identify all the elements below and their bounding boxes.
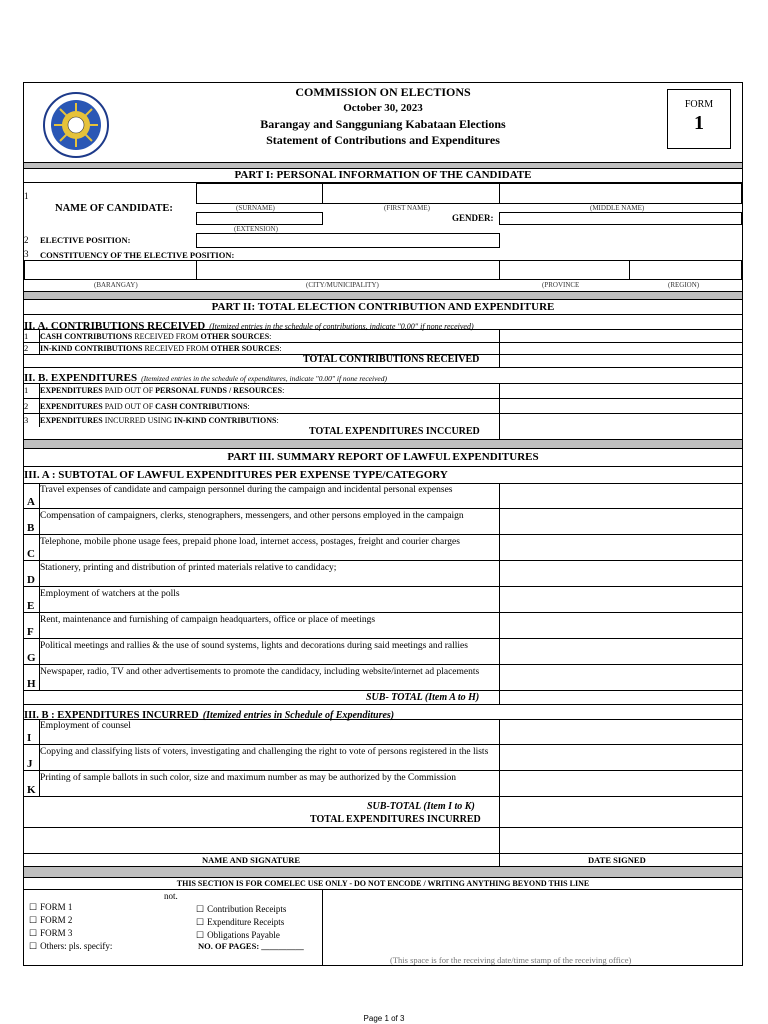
name-of-candidate-label: NAME OF CANDIDATE: xyxy=(55,203,173,214)
expense-letter: G xyxy=(27,652,36,664)
election-name: Barangay and Sangguniang Kabataan Elections xyxy=(260,117,506,131)
comelec-checkbox-item[interactable] xyxy=(29,915,72,926)
checkbox-label: Obligations Payable xyxy=(207,930,280,940)
part3-spacer xyxy=(24,439,742,449)
amount-field[interactable] xyxy=(499,771,743,796)
page-footer: Page 1 of 3 xyxy=(363,1014,405,1023)
form-number: 1 xyxy=(694,112,704,134)
subtotal-b-label: SUB-TOTAL (Item I to K) xyxy=(367,801,475,812)
expense-description: Compensation of campaigners, clerks, stenographers, messengers, and other persons employed in the campaign xyxy=(40,511,464,521)
not-text: not. xyxy=(164,891,178,901)
item-number: 2 xyxy=(24,235,29,245)
form-number-box xyxy=(667,89,731,149)
amount-field[interactable] xyxy=(499,561,743,586)
election-date: October 30, 2023 xyxy=(343,102,423,114)
expense-letter: B xyxy=(27,522,35,534)
personal-funds-label: EXPENDITURES PAID OUT OF PERSONAL FUNDS / RESOURCES: xyxy=(40,386,285,395)
expense-row xyxy=(24,665,742,691)
part3b-title: III. B : EXPENDITURES INCURRED xyxy=(24,710,199,721)
checkbox-icon: ☐ xyxy=(196,917,205,927)
subtotal-a-label: SUB- TOTAL (Item A to H) xyxy=(366,692,480,703)
amount-field[interactable] xyxy=(499,535,743,560)
item-number: 3 xyxy=(24,415,29,425)
expense-row xyxy=(24,639,742,665)
expense-description: Copying and classifying lists of voters, investigating and challenging the right to vote of persons registered in the lists xyxy=(40,747,489,757)
stamp-note: (This space is for the receiving date/time stamp of the receiving office) xyxy=(390,955,632,965)
expense-row xyxy=(24,719,742,745)
expense-row xyxy=(24,771,742,797)
item-number: 3 xyxy=(24,249,29,259)
checkbox-icon: ☐ xyxy=(29,928,38,938)
extension-caption: (EXTENSION) xyxy=(234,225,278,233)
surname-field[interactable] xyxy=(196,183,323,204)
amount-field[interactable] xyxy=(499,613,743,638)
part2-spacer xyxy=(24,291,742,300)
expense-description: Printing of sample ballots in such color, size and maximum number as may be authorized by the Commission xyxy=(40,773,456,783)
constituency-label: CONSTITUENCY OF THE ELECTIVE POSITION: xyxy=(40,250,235,260)
part3a-title: III. A : SUBTOTAL OF LAWFUL EXPENDITURES PER EXPENSE TYPE/CATEGORY xyxy=(24,469,448,481)
part3-title: PART III. SUMMARY REPORT OF LAWFUL EXPENDITURES xyxy=(227,451,539,463)
total-expenditures-incurred-label: TOTAL EXPENDITURES INCURRED xyxy=(310,814,481,825)
part2-title: PART II: TOTAL ELECTION CONTRIBUTION AND EXPENDITURE xyxy=(211,301,555,313)
extension-field[interactable] xyxy=(196,212,323,225)
total-contributions-label: TOTAL CONTRIBUTIONS RECEIVED xyxy=(303,354,480,365)
checkbox-label: FORM 2 xyxy=(40,915,73,925)
comelec-checkbox-item[interactable] xyxy=(196,917,284,928)
comelec-spacer xyxy=(24,866,742,878)
amount-field[interactable] xyxy=(499,639,743,664)
expense-letter: K xyxy=(27,784,36,796)
no-of-pages-label: NO. OF PAGES: __________ xyxy=(198,941,304,951)
expense-description: Employment of watchers at the polls xyxy=(40,589,180,599)
amount-field[interactable] xyxy=(499,745,743,770)
middle-name-caption: (MIDDLE NAME) xyxy=(590,204,645,212)
item-number: 2 xyxy=(24,343,29,353)
expense-row xyxy=(24,587,742,613)
election-form xyxy=(23,82,743,966)
expense-row xyxy=(24,745,742,771)
expense-description: Stationery, printing and distribution of printed materials relative to candidacy; xyxy=(40,563,337,573)
barangay-caption: (BARANGAY) xyxy=(94,281,138,289)
comelec-checkbox-item[interactable] xyxy=(196,930,280,941)
expense-letter: H xyxy=(27,678,36,690)
amount-field[interactable] xyxy=(499,509,743,534)
form-label: FORM xyxy=(684,99,714,110)
comelec-checkbox-item[interactable] xyxy=(196,904,286,915)
province-field[interactable] xyxy=(499,260,630,280)
comelec-checkbox-item[interactable] xyxy=(29,928,72,939)
checkbox-icon: ☐ xyxy=(29,915,38,925)
comelec-section-title: THIS SECTION IS FOR COMELEC USE ONLY - DO NOT ENCODE / WRITING ANYTHING BEYOND THIS LINE xyxy=(176,879,590,888)
barangay-field[interactable] xyxy=(24,260,197,280)
surname-caption: (SURNAME) xyxy=(236,204,275,212)
elective-position-field[interactable] xyxy=(196,233,500,248)
org-title: COMMISSION ON ELECTIONS xyxy=(295,85,471,99)
first-name-field[interactable] xyxy=(322,183,500,204)
checkbox-label: Expenditure Receipts xyxy=(207,917,285,927)
checkbox-icon: ☐ xyxy=(196,930,205,940)
expense-row xyxy=(24,509,742,535)
cash-expenditures-label: EXPENDITURES PAID OUT OF CASH CONTRIBUTIONS: xyxy=(40,402,250,411)
city-caption: (CITY/MUNICIPALITY) xyxy=(306,281,379,289)
expense-description: Political meetings and rallies & the use of sound systems, lights and decorations during said meetings and rallies xyxy=(40,641,468,651)
item-number: 1 xyxy=(24,331,29,341)
checkbox-icon: ☐ xyxy=(196,904,205,914)
statement-title: Statement of Contributions and Expenditures xyxy=(266,133,500,147)
checkbox-label: FORM 1 xyxy=(40,902,73,912)
checkbox-label: FORM 3 xyxy=(40,928,73,938)
amount-field[interactable] xyxy=(499,719,743,744)
elective-position-label: ELECTIVE POSITION: xyxy=(40,235,131,245)
item-number: 1 xyxy=(24,385,29,395)
first-name-caption: (FIRST NAME) xyxy=(384,204,430,212)
checkbox-label: Contribution Receipts xyxy=(207,904,287,914)
expense-letter: A xyxy=(27,496,35,508)
contributions-title: II. A. CONTRIBUTIONS RECEIVED xyxy=(24,320,206,332)
part3b-note: (Itemized entries in Schedule of Expenditures) xyxy=(202,710,395,721)
gender-field[interactable] xyxy=(499,212,742,225)
expense-description: Rent, maintenance and furnishing of campaign headquarters, office or place of meetings xyxy=(40,615,376,625)
checkbox-label: Others: pls. specify: xyxy=(40,941,113,951)
expense-description: Telephone, mobile phone usage fees, prepaid phone load, internet access, postages, freight and courier charges xyxy=(40,537,460,547)
amount-field[interactable] xyxy=(499,587,743,612)
cash-contributions-label: CASH CONTRIBUTIONS RECEIVED FROM OTHER SOURCES: xyxy=(40,332,272,341)
expense-row xyxy=(24,535,742,561)
subtotal-a-field[interactable] xyxy=(499,691,743,704)
contributions-note: (Itemized entries in the schedule of contributions, indicate "0.00" if none received) xyxy=(209,322,474,331)
expense-row xyxy=(24,561,742,587)
middle-name-field[interactable] xyxy=(499,183,742,204)
expense-description: Employment of counsel xyxy=(40,721,131,731)
expense-row xyxy=(24,613,742,639)
amount-field[interactable] xyxy=(499,483,743,508)
region-field[interactable] xyxy=(629,260,742,280)
expense-letter: E xyxy=(27,600,35,612)
in-kind-expenditures-label: EXPENDITURES INCURRED USING IN-KIND CONTRIBUTIONS: xyxy=(40,416,279,425)
city-field[interactable] xyxy=(196,260,500,280)
item-number: 1 xyxy=(24,191,29,201)
expense-description: Newspaper, radio, TV and other advertisements to promote the candidacy, including website/internet ad placements xyxy=(40,667,480,677)
expense-row xyxy=(24,483,742,509)
region-caption: (REGION) xyxy=(668,281,700,289)
expense-letter: C xyxy=(27,548,35,560)
province-caption: (PROVINCE xyxy=(542,281,580,289)
date-signed-label: DATE SIGNED xyxy=(588,855,646,865)
part1-spacer xyxy=(24,162,742,169)
in-kind-contributions-label: IN-KIND CONTRIBUTIONS RECEIVED FROM OTHER SOURCES: xyxy=(40,344,282,353)
expense-description: Travel expenses of candidate and campaign personnel during the campaign and incidental personal expenses xyxy=(40,485,453,495)
expense-letter: I xyxy=(27,732,32,744)
expense-letter: D xyxy=(27,574,35,586)
part1-title: PART I: PERSONAL INFORMATION OF THE CANDIDATE xyxy=(234,169,532,181)
expense-letter: J xyxy=(27,758,33,770)
item-number: 2 xyxy=(24,401,29,411)
comelec-checkbox-item[interactable] xyxy=(29,902,72,913)
checkbox-icon: ☐ xyxy=(29,941,38,951)
total-expenditures-label: TOTAL EXPENDITURES INCCURED xyxy=(309,426,480,437)
comelec-checkbox-item[interactable] xyxy=(29,941,112,952)
gender-label: GENDER: xyxy=(452,213,494,223)
name-signature-label: NAME AND SIGNATURE xyxy=(202,855,301,865)
checkbox-icon: ☐ xyxy=(29,902,38,912)
amount-field[interactable] xyxy=(499,665,743,690)
expense-letter: F xyxy=(27,626,34,638)
expenditures-note: (Itemized entries in the schedule of expenditures, indicate "0.00" if none received) xyxy=(141,374,387,383)
expenditures-title: II. B. EXPENDITURES xyxy=(24,372,138,384)
